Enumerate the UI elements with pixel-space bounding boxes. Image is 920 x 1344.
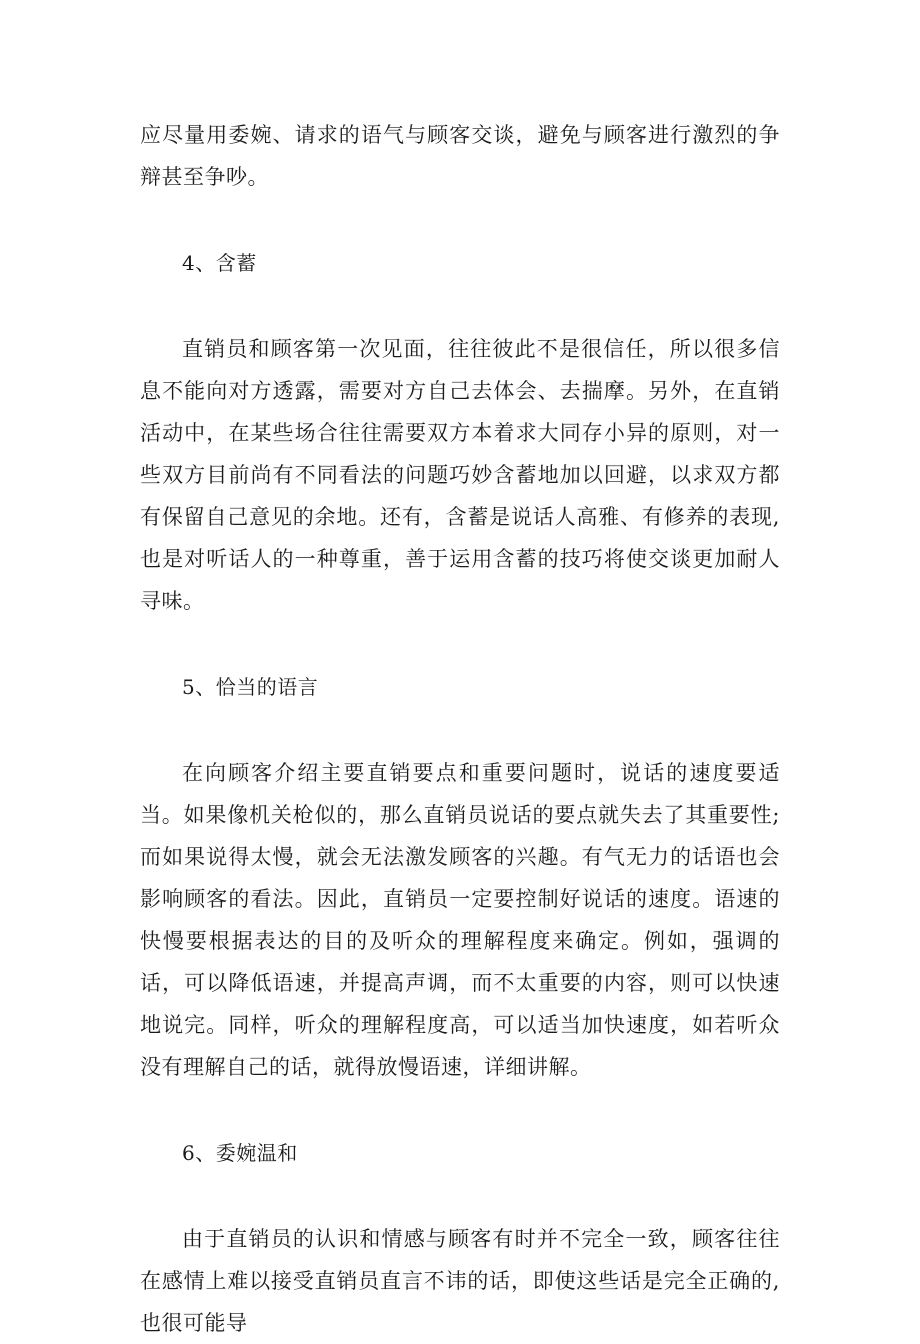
- section-heading-4: 4、含蓄: [182, 251, 257, 275]
- document-page: [140, 114, 780, 1344]
- spacer: [140, 708, 780, 752]
- paragraph-weiwan: 由于直销员的认识和情感与顾客有时并不完全一致，顾客往往在感情上难以接受直销员直言不讳的话，即使这些话是完全正确的,也很可能导: [140, 1227, 780, 1335]
- spacer: [140, 622, 780, 666]
- section-heading-6: 6、委婉温和: [182, 1141, 298, 1165]
- spacer: [140, 198, 780, 242]
- paragraph-hanxu: 直销员和顾客第一次见面，往往彼此不是很信任，所以很多信息不能向对方透露，需要对方自己去体会、去揣摩。另外，在直销活动中，在某些场合往往需要双方本着求大同存小异的原则，对一些双方目前尚有不同看法的问题巧妙含蓄地加以回避，以求双方都有保留自己意见的余地。还有，含蓄是说话人高雅、有修养的表现,也是对听话人的一种尊重，善于运用含蓄的技巧将使交谈更加耐人寻味。: [140, 337, 780, 613]
- spacer: [140, 1088, 780, 1132]
- paragraph-yuyan: 在向顾客介绍主要直销要点和重要问题时，说话的速度要适当。如果像机关枪似的，那么直销员说话的要点就失去了其重要性;而如果说得太慢，就会无法激发顾客的兴趣。有气无力的话语也会影响顾客的看法。因此，直销员一定要控制好说话的速度。语速的快慢要根据表达的目的及听众的理解程度来确定。例如，强调的话，可以降低语速，并提高声调，而不太重要的内容，则可以快速地说完。同样，听众的理解程度高，可以适当加快速度，如若听众没有理解自己的话，就得放慢语速，详细讲解。: [140, 761, 780, 1079]
- spacer: [140, 1174, 780, 1218]
- section-heading-5: 5、恰当的语言: [182, 675, 319, 699]
- paragraph-continued: 应尽量用委婉、请求的语气与顾客交谈，避免与顾客进行激烈的争辩甚至争吵。: [140, 123, 780, 189]
- spacer: [140, 284, 780, 328]
